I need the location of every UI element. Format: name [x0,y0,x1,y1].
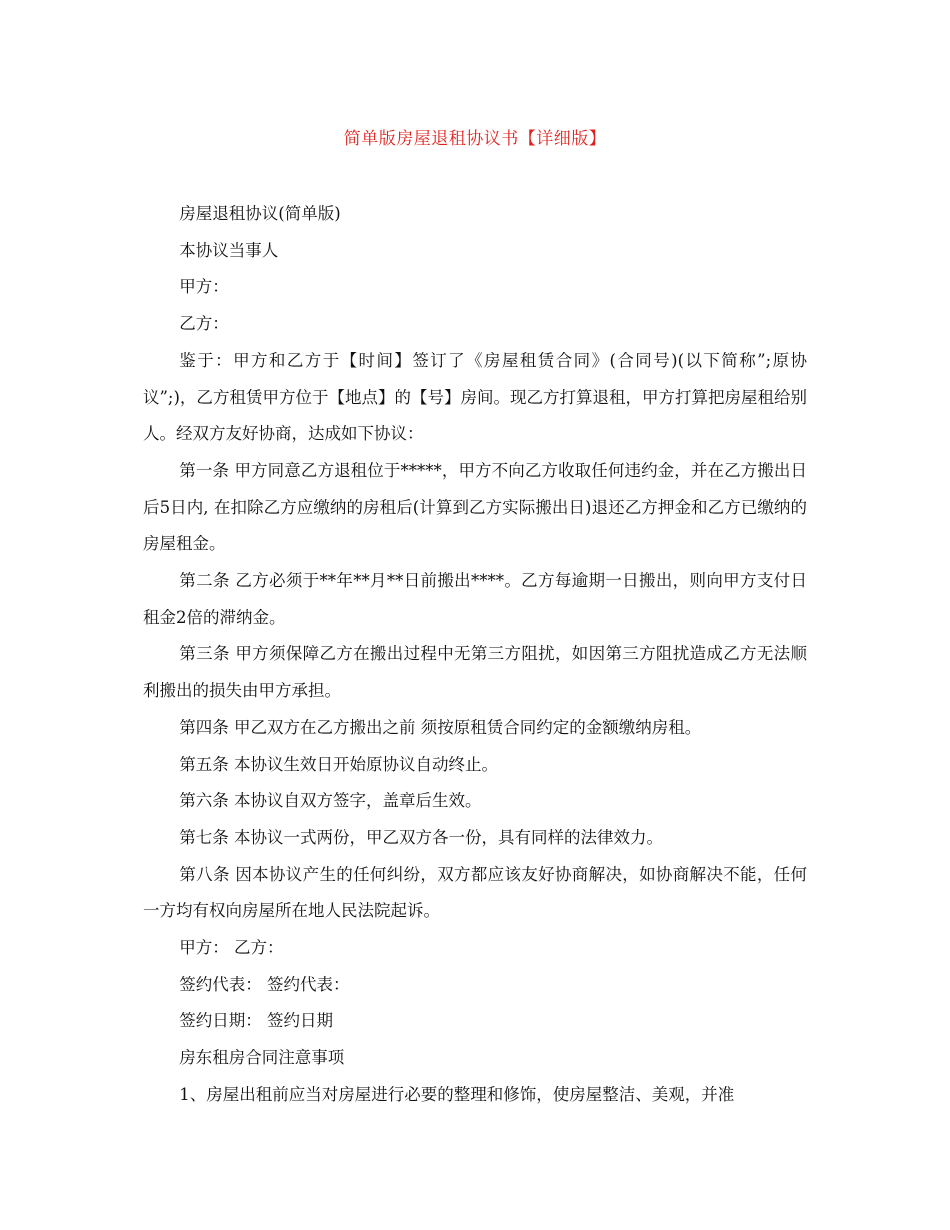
paragraph-whereas: 鉴于：甲方和乙方于【时间】签订了《房屋租赁合同》(合同号)(以下简称”;原协议”;)，乙方租赁甲方位于【地点】的【号】房间。现乙方打算退租，甲方打算把房屋租给别人。经双方友好协商，达成如下协议： [143,350,807,444]
paragraph-party-b: 乙方： [179,314,229,334]
paragraph-article-1: 第一条 甲方同意乙方退租位于*****，甲方不向乙方收取任何违约金，并在乙方搬出日后5日内, 在扣除乙方应缴纳的房租后(计算到乙方实际搬出日)退还乙方押金和乙方已缴纳的房屋租金。 [143,460,807,554]
paragraph-signature-parties: 甲方： 乙方： [179,938,284,958]
paragraph-parties: 本协议当事人 [179,240,279,260]
paragraph-article-3: 第三条 甲方须保障乙方在搬出过程中无第三方阻扰，如因第三方阻扰造成乙方无法顺利搬出的损失由甲方承担。 [143,644,807,701]
paragraph-heading: 房屋退租协议(简单版) [179,204,341,223]
paragraph-article-7: 第七条 本协议一式两份，甲乙双方各一份，具有同样的法律效力。 [179,827,664,847]
paragraph-article-6: 第六条 本协议自双方签字，盖章后生效。 [179,791,482,811]
paragraph-signature-representatives: 签约代表： 签约代表： [179,974,350,994]
document-title: 简单版房屋退租协议书【详细版】 [343,129,607,149]
paragraph-notes-heading: 房东租房合同注意事项 [179,1048,345,1068]
paragraph-article-5: 第五条 本协议生效日开始原协议自动终止。 [179,754,499,774]
paragraph-article-4: 第四条 甲乙双方在乙方搬出之前 须按原租赁合同约定的金额缴纳房租。 [179,717,702,737]
paragraph-article-8: 第八条 因本协议产生的任何纠纷，双方都应该友好协商解决，如协商解决不能，任何一方均有权向房屋所在地人民法院起诉。 [143,864,807,921]
document-body [143,196,807,1114]
paragraph-party-a: 甲方： [179,277,229,297]
paragraph-note-1: 1、房屋出租前应当对房屋进行必要的整理和修饰，使房屋整洁、美观，并准 [179,1084,735,1104]
paragraph-signature-dates: 签约日期： 签约日期 [179,1011,334,1031]
paragraph-article-2: 第二条 乙方必须于**年**月**日前搬出****。乙方每逾期一日搬出，则向甲方支付日租金2倍的滞纳金。 [143,571,807,627]
